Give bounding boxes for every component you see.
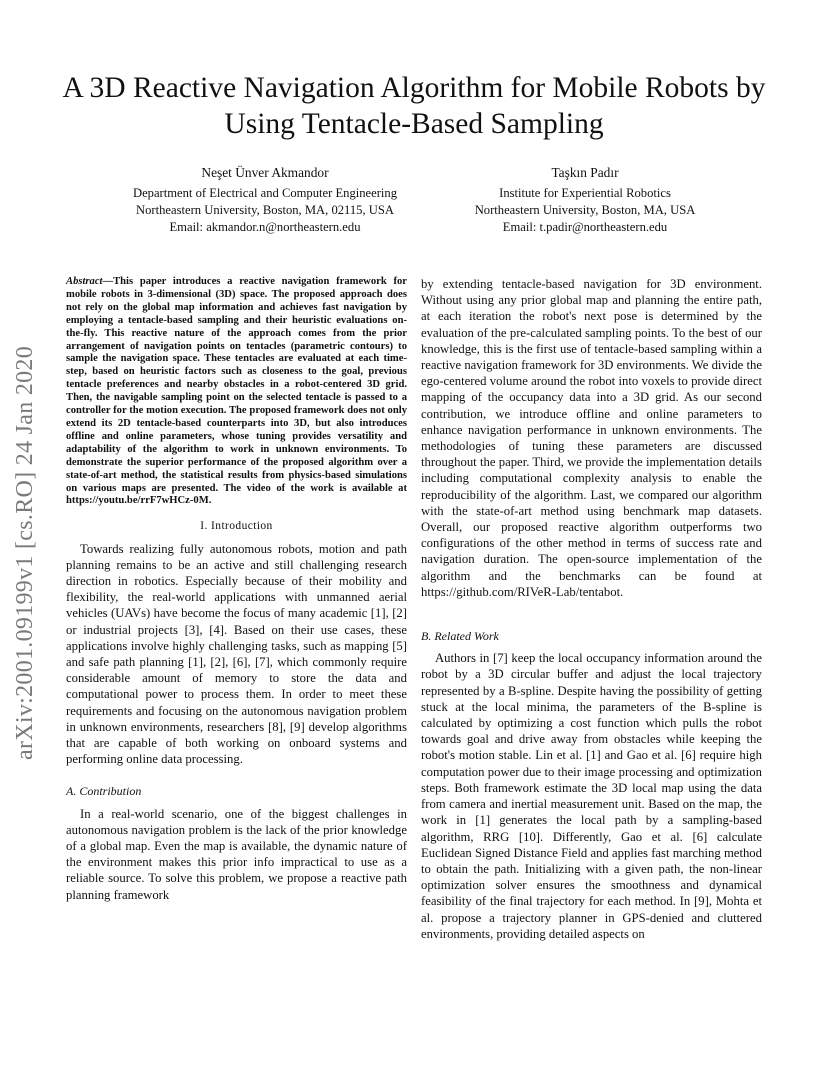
intro-paragraph: Towards realizing fully autonomous robots, motion and path planning remains to be an active and still challenging research direction in robotics. Especially because of their mobility and flexibility, the real-world applications with unmanned aerial vehicles (UAVs) have become the focus of many academic [1], [2] or industrial projects [3], [4]. Based on their use cases, these applications involve highly challenging tasks, such as mapping [5] and safe path planning [1], [2], [6], [7], which commonly require considerable amount of memory to store the data and computational power to process them. In order to meet these requirements and focusing on the autonomous navigation problem in unknown environments, researchers [8], [9] develop algorithms that are capable of both working on onboard systems and performing online data processing. — [66, 541, 407, 767]
subsection-heading-related-work: B. Related Work — [421, 629, 499, 644]
paper-title: A 3D Reactive Navigation Algorithm for Mobile Robots by Using Tentacle-Based Sampling — [62, 72, 766, 140]
author-block-1 — [100, 164, 430, 236]
author-department: Institute for Experiential Robotics — [499, 186, 671, 200]
author-department: Department of Electrical and Computer Engineering — [132, 186, 398, 200]
author-affiliation: Northeastern University, Boston, MA, 02115, USA — [136, 203, 394, 217]
author-name: Neşet Ünver Akmandor — [201, 165, 329, 180]
abstract-text: —This paper introduces a reactive navigation framework for mobile robots in 3-dimensional (3D) space. The proposed approach does not rely on the global map information and achieves fast navigation by employing a tentacle-based sampling and their heuristic evaluations on-the-fly. This reactive nature of the approach comes from the prior arrangement of navigation points on tentacles (parametric contours) to sample the navigation space. These tentacles are evaluated at each time-step, based on heuristic factors such as closeness to the goal, previous tentacle preferences and nearby obstacles in a robot-centered 3D grid. Then, the navigable sampling point on the selected tentacle is passed to a controller for the motion execution. The proposed framework does not only extend its 2D tentacle-based counterparts into 3D, but also introduces offline and online parameters, whose tuning provides versatility and adaptability of the algorithm to work in unknown environments. To demonstrate the superior performance of the proposed algorithm over a state-of-art method, the statistical results from physics-based simulations on various maps are presented. The video of the work is available at https://youtu.be/rrF7wHCz-0M. — [66, 276, 407, 507]
related-work-paragraph: Authors in [7] keep the local occupancy information around the robot by a 3D circular buffer and adjust the local trajectory represented by a B-spline. Despite having the possibility of getting stuck at the local minima, the parameters of the B-spline is calculated by optimizing a cost function which pulls the robot towards goal and drive away from obstacles while keeping the robot's motion stable. Lin et al. [1] and Gao et al. [6] require high computation power due to their image processing and optimization steps. Both framework estimate the 3D local map using the data from camera and inertial measurement unit. Based on the map, the work in [1] generates the local path by a sampling-based algorithm, RRG [10]. Differently, Gao et al. [6] calculate Euclidean Signed Distance Field and applies fast marching method to obtain the path. Initializing with a given path, the non-linear optimization solver ensures the smoothness and dynamical feasibility of the final trajectory for each method. In [9], Mohta et al. propose a trajectory planner in GPS-denied and cluttered environments, providing detailed aspects on — [421, 651, 762, 941]
left-column — [66, 276, 407, 903]
author-block-2 — [420, 164, 750, 236]
abstract-label: Abstract — [66, 276, 103, 287]
section-heading-introduction: I. Introduction — [200, 520, 273, 533]
author-email: Email: akmandor.n@northeastern.edu — [169, 220, 361, 234]
subsection-heading-contribution: A. Contribution — [66, 784, 142, 799]
author-email: Email: t.padir@northeastern.edu — [502, 220, 668, 234]
contribution-paragraph-continued: by extending tentacle-based navigation for 3D environment. Without using any prior global map and planning the entire path, at each iteration the robot's next pose is determined by the evaluation of the pre-calculated sampling points. To the best of our knowledge, this is the first use of tentacle-based sampling within a reactive navigation framework for 3D environments. We divide the ego-centered volume around the robot into voxels to provide direct mapping of the occupancy data into a 3D grid. As our second contribution, we introduce offline and online parameters to enhance navigation performance in unknown environments. The methodologies of tuning these parameters are discussed throughout the paper. Third, we provide the implementation details including computational complexity analysis to enable the reproducibility of the algorithm. Last, we compared our algorithm with the state-of-art method using benchmark map datasets. Overall, our proposed reactive algorithm outperforms two configurations of the other method in terms of success rate and navigation duration. The open-source implementation of the algorithm and the benchmarks can be found at https://github.com/RIVeR-Lab/tentabot. — [421, 277, 762, 599]
contribution-paragraph: In a real-world scenario, one of the biggest challenges in autonomous navigation problem is the lack of the prior knowledge of a global map. Even the map is available, the dynamic nature of the environment makes this prior info impractical to use as a reliable source. To solve this problem, we propose a reactive path planning framework — [66, 806, 407, 902]
right-column — [421, 276, 762, 942]
author-name: Taşkın Padır — [551, 165, 619, 180]
arxiv-identifier: arXiv:2001.09199v1 [cs.RO] 24 Jan 2020 — [12, 345, 38, 760]
abstract — [66, 276, 407, 508]
author-affiliation: Northeastern University, Boston, MA, USA — [474, 203, 696, 217]
